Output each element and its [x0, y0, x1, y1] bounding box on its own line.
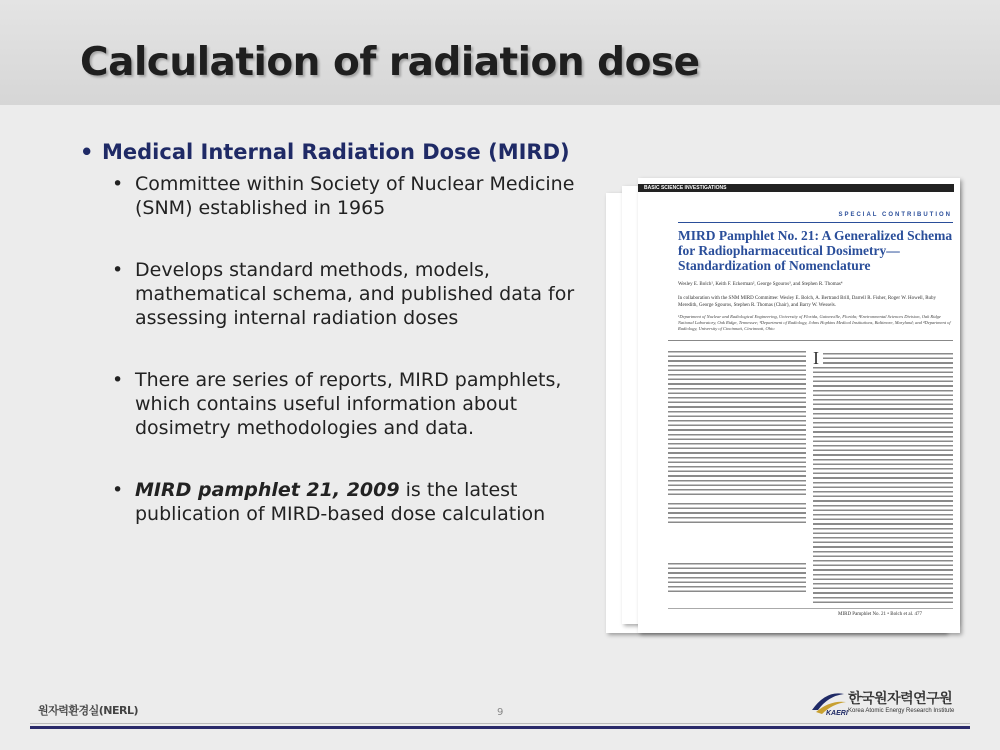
slide-content: [80, 140, 600, 564]
bullet-icon: •: [80, 140, 94, 164]
article-affiliation: ¹Department of Nuclear and Radiological Engineering, University of Florida, Gainesville, Florida; ²Environmental Sciences Division, Oak Ridge National Laboratory, Oak Ridge, Tennessee; ³Department of Radiology, Johns Hopkins Medical Institutions, Baltimore, Maryland; and ⁴Department of Radiology, University of Cincinnati, Cincinnati, Ohio: [678, 314, 951, 331]
article-authors: Wesley E. Bolch¹, Keith F. Eckerman², George Sgouros³, and Stephen R. Thomas⁴: [678, 282, 843, 287]
body-text-column: [813, 350, 953, 605]
sub-bullet-text: is the latest publication of MIRD-based dose calculation: [135, 479, 546, 525]
bullet-icon: •: [112, 173, 124, 195]
logo-english-name: Korea Atomic Energy Research Institute: [848, 708, 955, 714]
journal-band: BASIC SCIENCE INVESTIGATIONS: [638, 184, 954, 192]
mird-pamphlet-page: [638, 178, 960, 633]
header-divider: [668, 340, 953, 341]
slide-page-number: 9: [497, 707, 504, 718]
bullet-icon: •: [112, 479, 124, 501]
abstract-text-block: [668, 348, 806, 496]
bullet-icon: •: [112, 369, 124, 391]
article-title: MIRD Pamphlet No. 21: A Generalized Schema for Radiopharmaceutical Dosimetry—Standardization of Nomenclature: [678, 228, 953, 273]
sub-bullet-text: Committee within Society of Nuclear Medicine (SNM) established in 1965: [135, 173, 575, 219]
correspondence-text-block: [668, 560, 806, 594]
main-bullet-text: Medical Internal Radiation Dose (MIRD): [102, 140, 570, 164]
sub-bullet: [100, 172, 600, 220]
sub-bullet: [100, 258, 600, 330]
sub-bullet: [100, 478, 600, 526]
page-footer-divider: [668, 608, 953, 609]
article-collaboration: In collaboration with the SNM MIRD Committee: Wesley E. Bolch, A. Bertrand Brill, Darrell R. Fisher, Roger W. Howell, Ruby Meredith, George Sgouros, Stephen R. Thomas (Chair), and Barry W. Wessels.: [678, 296, 937, 308]
sub-bullet-text: Develops standard methods, models, mathematical schema, and published data for assessing internal radiation doses: [135, 259, 575, 329]
section-label: SPECIAL CONTRIBUTION: [838, 212, 952, 218]
keywords-text-block: [668, 500, 806, 526]
bullet-icon: •: [112, 259, 124, 281]
page-running-footer: MIRD Pamphlet No. 21 • Bolch et al. 477: [838, 612, 922, 617]
sub-bullet-emphasis: MIRD pamphlet 21, 2009: [135, 479, 400, 501]
logo-abbreviation: KAERI: [826, 710, 848, 717]
kaeri-logo: [808, 688, 978, 724]
logo-korean-name: 한국원자력연구원: [848, 691, 953, 707]
footer-organization: 원자력환경실(NERL): [38, 704, 139, 717]
drop-cap: I: [813, 350, 823, 366]
sub-bullet: [100, 368, 600, 440]
section-divider: [678, 222, 953, 223]
footer-bar: [30, 726, 970, 729]
slide-title: Calculation of radiation dose: [80, 40, 700, 85]
main-bullet: [80, 140, 600, 164]
sub-bullet-text: There are series of reports, MIRD pamphlets, which contains useful information about dosimetry methodologies and data.: [135, 369, 562, 439]
